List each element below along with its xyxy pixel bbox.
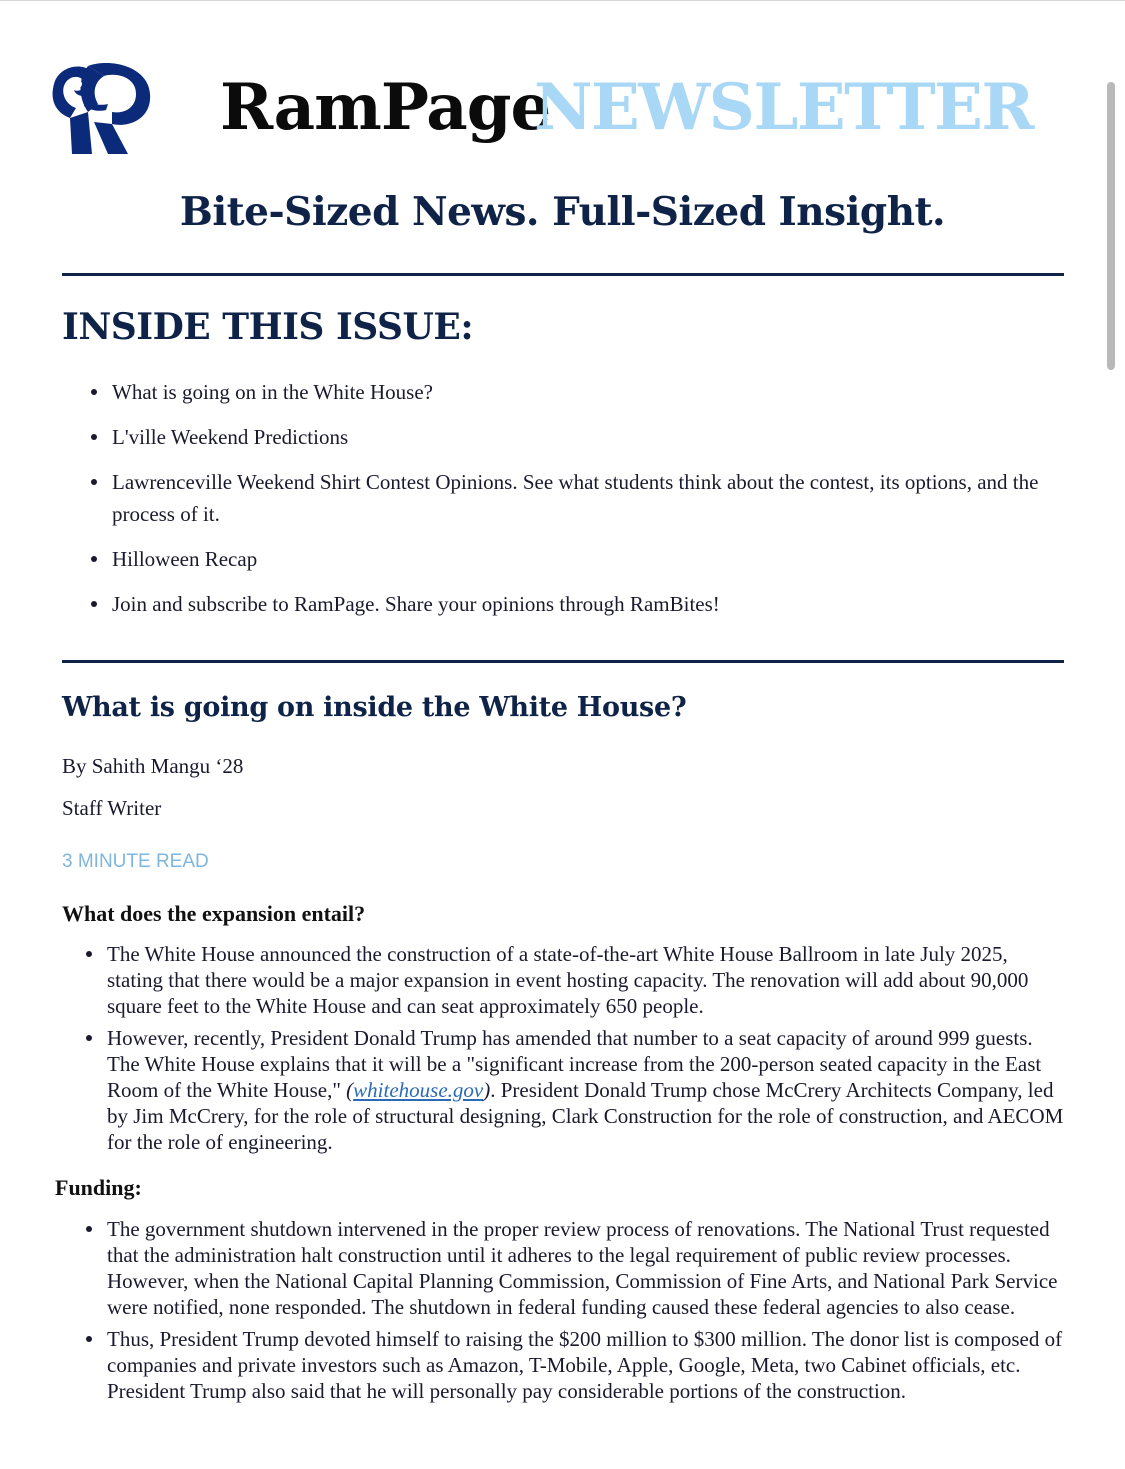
contents-item: L'ville Weekend Predictions [112,421,1042,453]
link-paren-open: ( [346,1078,354,1102]
section-divider [62,273,1064,276]
section-divider [62,660,1064,663]
expansion-list [107,941,1069,1161]
funding-list [107,1216,1069,1410]
contents-item: Hilloween Recap [112,543,1042,575]
article-byline: By Sahith Mangu ‘28 [62,754,244,778]
read-time: 3 MINUTE READ [62,851,209,872]
source-link[interactable]: whitehouse.gov [353,1078,484,1102]
tagline: Bite-Sized News. Full-Sized Insight. [179,189,946,235]
top-border [0,0,1125,1]
body-paragraph: The government shutdown intervened in the proper review process of renovations. The National Trust requested that the administration halt construction until it adheres to the legal requirement of public review processes. However, when the National Capital Planning Commission, Commission of Fine Arts, and National Park Service were notified, none responded. The shutdown in federal funding caused these federal agencies to also cease. [107,1216,1069,1320]
article-title: What is going on inside the White House? [62,692,687,723]
contents-item: What is going on in the White House? [112,376,1042,408]
body-paragraph: The White House announced the construction of a state-of-the-art White House Ballroom in late July 2025, stating that there would be a major expansion in event hosting capacity. The renovation will add about 90,000 square feet to the White House and can seat approximately 650 people. [107,941,1069,1019]
author-role: Staff Writer [62,796,162,820]
rampage-ram-logo [48,60,152,156]
brand-name: RamPage [220,70,551,145]
paragraph-text: However, recently, President Donald Trump has amended that number to a seat capacity of around 999 guests. The White House explains that it will be a "significant increase from the 200-person seated capacity in the East Room of the White House," [107,1026,1042,1102]
contents-list [112,376,1042,633]
contents-item: Join and subscribe to RamPage. Share your opinions through RamBites! [112,588,1042,620]
contents-item: Lawrenceville Weekend Shirt Contest Opinions. See what students think about the contest, its options, and the process of it. [112,466,1042,530]
link-paren-close: ) [483,1078,491,1102]
brand-accent: NEWSLETTER [534,70,1034,145]
masthead [48,60,1088,160]
section-heading-funding: Funding: [55,1175,142,1200]
contents-heading: INSIDE THIS ISSUE: [62,306,474,348]
section-heading-expansion: What does the expansion entail? [62,901,366,926]
paragraph-text: . President Donald Trump chose McCrery Architects Company, led by Jim McCrery, for the role of structural designing, Clark Construction for the role of construction, and AECOM for the role of engineering. [107,1078,1064,1154]
body-paragraph [107,1025,1069,1155]
body-paragraph: Thus, President Trump devoted himself to raising the $200 million to $300 million. The donor list is composed of companies and private investors such as Amazon, T-Mobile, Apple, Google, Meta, two Cabinet officials, etc. President Trump also said that he will personally pay considerable portions of the construction. [107,1326,1069,1404]
